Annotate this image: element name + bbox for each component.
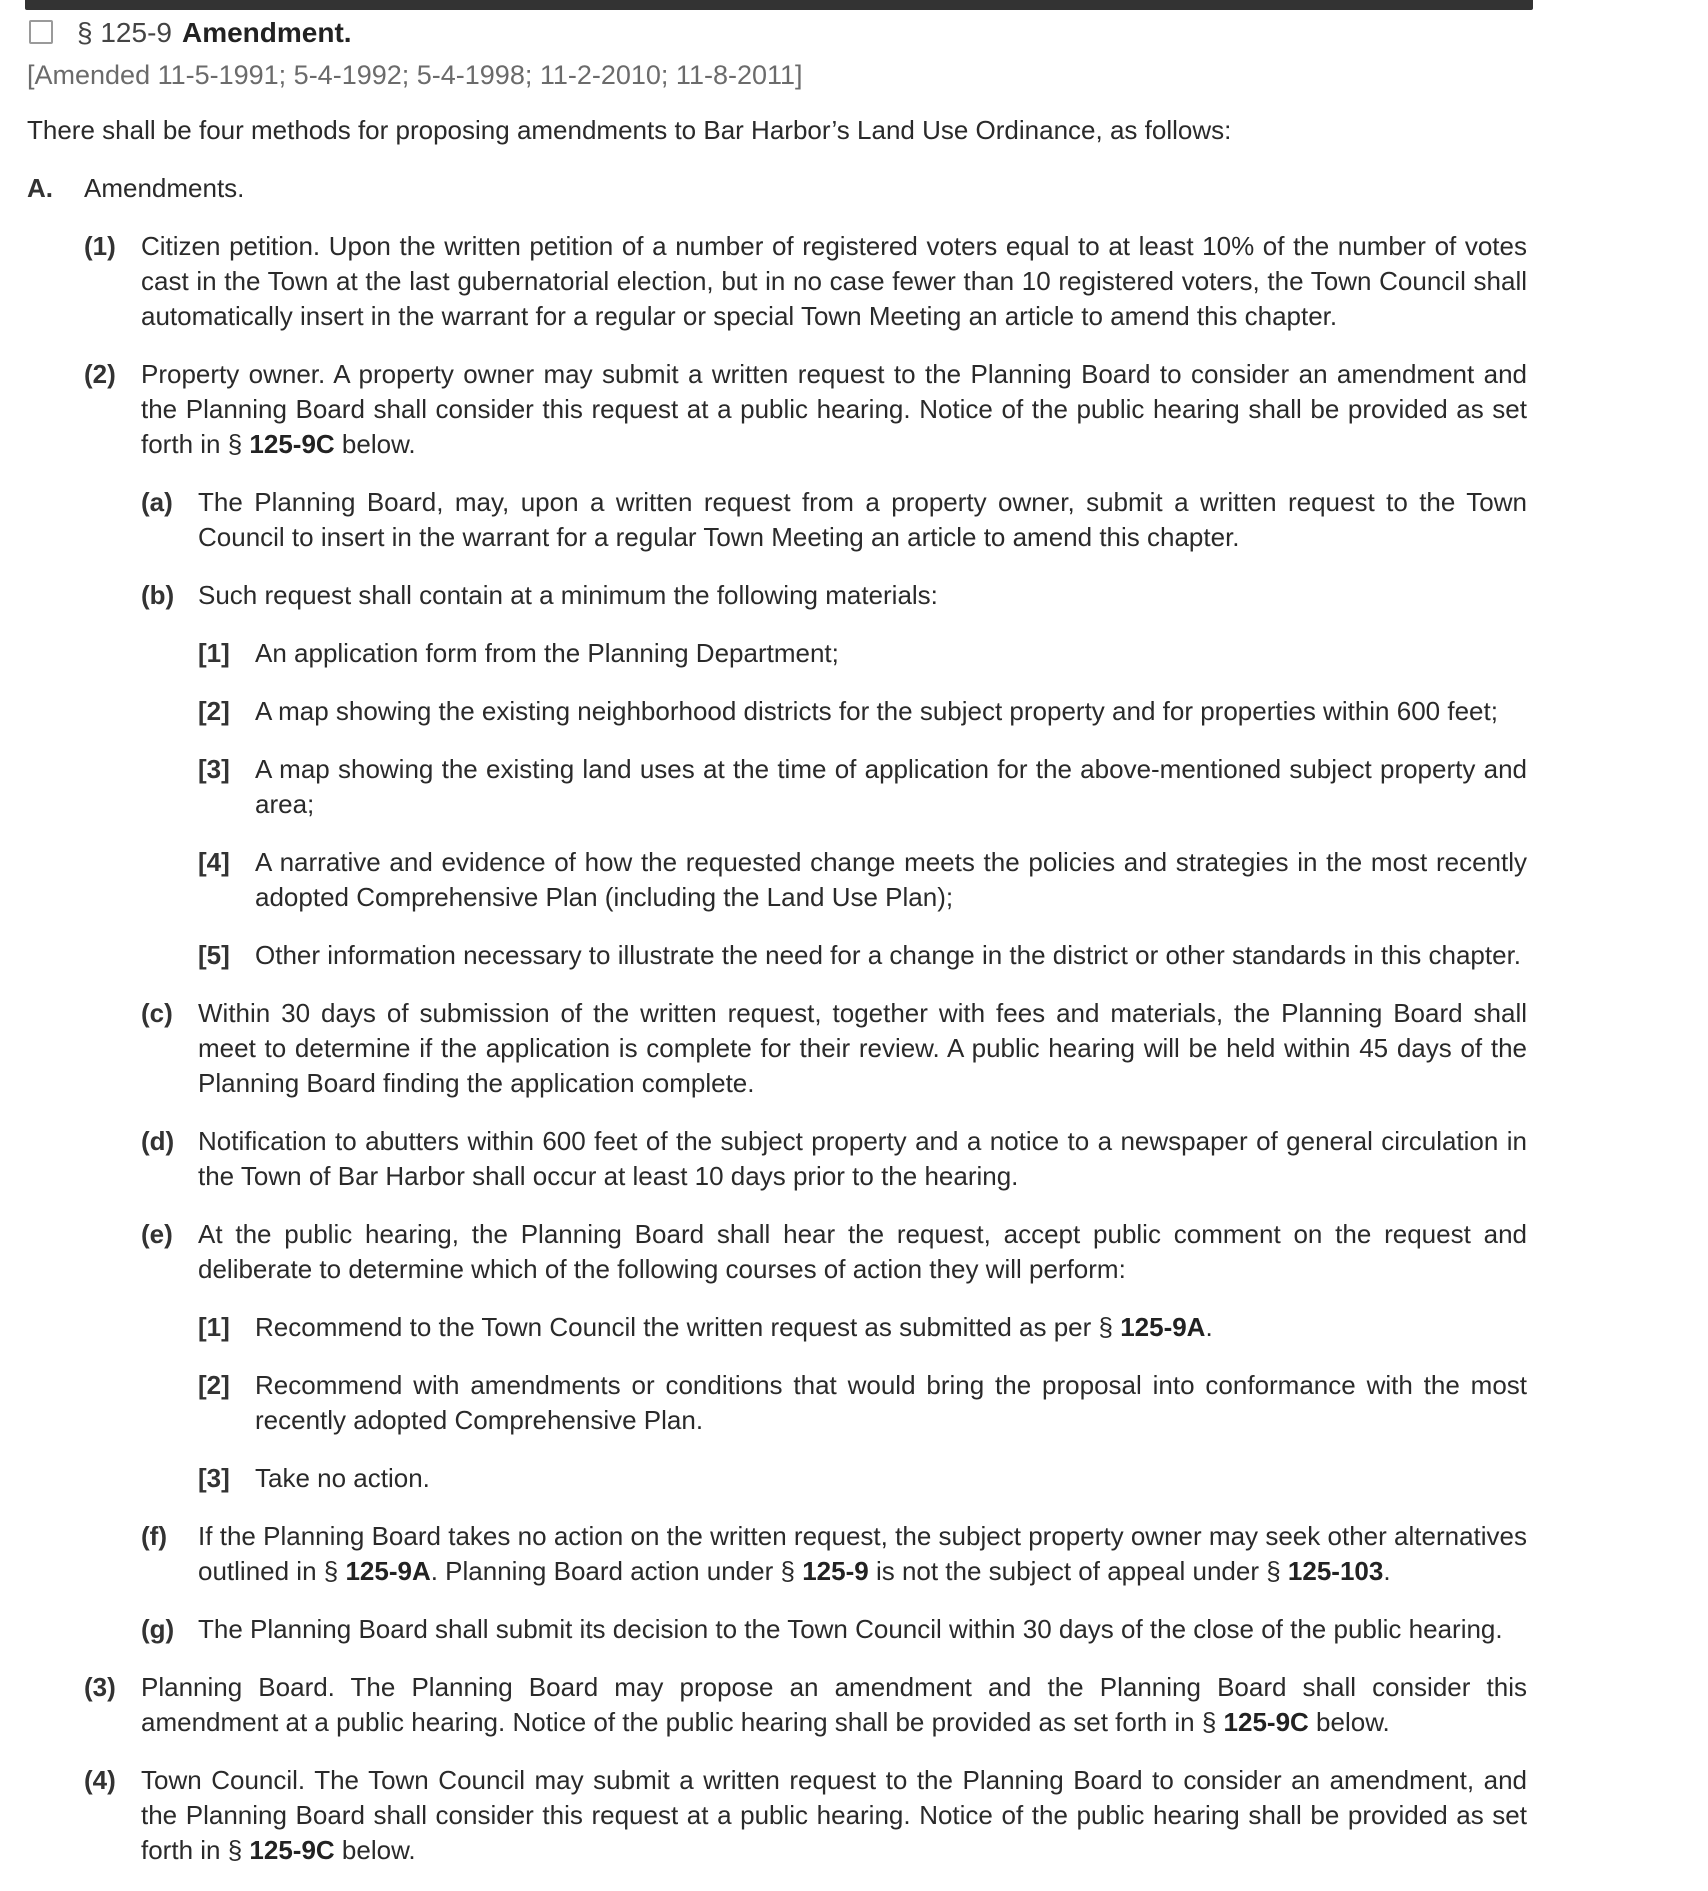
item-text: Other information necessary to illustrate the need for a change in the district or other standards in this chapter. xyxy=(255,940,1522,970)
item-a-2-b-3 xyxy=(27,752,1527,822)
item-text: Within 30 days of submission of the written request, together with fees and materials, the Planning Board shall meet to determine if the application is complete for their review. A public hearing will be held within 45 days of the Planning Board finding the application complete. xyxy=(198,998,1527,1098)
item-label: [5] xyxy=(198,940,230,970)
item-label: [2] xyxy=(198,696,230,726)
top-bar xyxy=(25,0,1533,10)
item-a-2-b-5 xyxy=(27,938,1527,973)
section-header xyxy=(27,14,1527,50)
item-a-2-d xyxy=(27,1124,1527,1194)
item-a-2-e-3 xyxy=(27,1461,1527,1496)
item-label: [2] xyxy=(198,1370,230,1400)
item-label: (b) xyxy=(141,580,175,610)
subsection-a xyxy=(27,171,1527,206)
item-label: [3] xyxy=(198,754,230,784)
item-a-2-e-2 xyxy=(27,1368,1527,1438)
item-text: Recommend with amendments or conditions that would bring the proposal into conformance with the most recently adopted Comprehensive Plan. xyxy=(255,1370,1527,1435)
item-text: Take no action. xyxy=(255,1463,430,1493)
item-text: Such request shall contain at a minimum the following materials: xyxy=(198,580,938,610)
item-text: Town Council. The Town Council may submit a written request to the Planning Board to consider an amendment, and the Planning Board shall consider this request at a public hearing. Notice of the public hearing shall be provided as set forth in § 125-9C below. xyxy=(141,1765,1527,1865)
item-text: At the public hearing, the Planning Board shall hear the request, accept public comment on the request and deliberate to determine which of the following courses of action they will perform: xyxy=(198,1219,1527,1284)
item-label: (f) xyxy=(141,1521,167,1551)
item-a-2-a xyxy=(27,485,1527,555)
item-a-2-b-2 xyxy=(27,694,1527,729)
item-text: A map showing the existing neighborhood districts for the subject property and for properties within 600 feet; xyxy=(255,696,1498,726)
item-label: [3] xyxy=(198,1463,230,1493)
item-label: [1] xyxy=(198,1312,230,1342)
section-title: Amendment. xyxy=(181,16,352,48)
item-label: (e) xyxy=(141,1219,173,1249)
item-text: The Planning Board shall submit its decision to the Town Council within 30 days of the close of the public hearing. xyxy=(198,1614,1503,1644)
item-text: Recommend to the Town Council the written request as submitted as per § 125-9A. xyxy=(255,1312,1213,1342)
item-text: Amendments. xyxy=(84,173,245,203)
section-number: § 125-9 xyxy=(77,16,172,48)
item-a-2-b xyxy=(27,578,1527,613)
section-link[interactable]: 125-9C xyxy=(249,1835,335,1865)
item-text: An application form from the Planning Department; xyxy=(255,638,839,668)
item-text: If the Planning Board takes no action on the written request, the subject property owner may seek other alternatives outlined in § 125-9A. Planning Board action under § 125-9 is not the subject of appeal under § 125-103. xyxy=(198,1521,1527,1586)
item-text: Property owner. A property owner may submit a written request to the Planning Board to consider an amendment and the Planning Board shall consider this request at a public hearing. Notice of the public hearing shall be provided as set forth in § 125-9C below. xyxy=(141,359,1527,459)
item-a-2-g xyxy=(27,1612,1527,1647)
item-a-4 xyxy=(27,1763,1527,1868)
section-link[interactable]: 125-9A xyxy=(345,1556,431,1586)
checkbox-icon[interactable] xyxy=(29,20,53,44)
item-a-2 xyxy=(27,357,1527,462)
intro-paragraph: There shall be four methods for proposing amendments to Bar Harbor’s Land Use Ordinance, as follows: xyxy=(27,115,1232,145)
item-a-2-b-4 xyxy=(27,845,1527,915)
item-text: Citizen petition. Upon the written petition of a number of registered voters equal to at least 10% of the number of votes cast in the Town at the last gubernatorial election, but in no case fewer than 10 registered voters, the Town Council shall automatically insert in the warrant for a regular or special Town Meeting an article to amend this chapter. xyxy=(141,231,1527,331)
item-text: The Planning Board, may, upon a written request from a property owner, submit a written request to the Town Council to insert in the warrant for a regular Town Meeting an article to amend this chapter. xyxy=(198,487,1527,552)
document-body xyxy=(27,14,1527,1891)
item-label: (2) xyxy=(84,359,116,389)
item-label: (4) xyxy=(84,1765,116,1795)
item-label: (1) xyxy=(84,231,116,261)
item-text: Notification to abutters within 600 feet of the subject property and a notice to a newspaper of general circulation in the Town of Bar Harbor shall occur at least 10 days prior to the hearing. xyxy=(198,1126,1527,1191)
item-a-2-c xyxy=(27,996,1527,1101)
item-a-3 xyxy=(27,1670,1527,1740)
section-link[interactable]: 125-9 xyxy=(802,1556,869,1586)
item-label: A. xyxy=(27,173,53,203)
section-link[interactable]: 125-9C xyxy=(249,429,335,459)
item-a-2-b-1 xyxy=(27,636,1527,671)
section-link[interactable]: 125-9C xyxy=(1223,1707,1309,1737)
section-link[interactable]: 125-103 xyxy=(1287,1556,1384,1586)
item-a-2-e-1 xyxy=(27,1310,1527,1345)
item-label: (c) xyxy=(141,998,173,1028)
item-text: Planning Board. The Planning Board may propose an amendment and the Planning Board shall consider this amendment at a public hearing. Notice of the public hearing shall be provided as set forth in § 125-9C below. xyxy=(141,1672,1527,1737)
item-label: [1] xyxy=(198,638,230,668)
item-a-1 xyxy=(27,229,1527,334)
item-label: [4] xyxy=(198,847,230,877)
section-link[interactable]: 125-9A xyxy=(1120,1312,1206,1342)
item-label: (g) xyxy=(141,1614,175,1644)
item-text: A map showing the existing land uses at the time of application for the above-mentioned subject property and area; xyxy=(255,754,1527,819)
item-label: (a) xyxy=(141,487,173,517)
item-a-2-f xyxy=(27,1519,1527,1589)
amendment-history: [Amended 11-5-1991; 5-4-1992; 5-4-1998; 11-2-2010; 11-8-2011] xyxy=(27,60,803,90)
item-label: (d) xyxy=(141,1126,175,1156)
item-label: (3) xyxy=(84,1672,116,1702)
item-text: A narrative and evidence of how the requested change meets the policies and strategies in the most recently adopted Comprehensive Plan (including the Land Use Plan); xyxy=(255,847,1527,912)
item-a-2-e xyxy=(27,1217,1527,1287)
